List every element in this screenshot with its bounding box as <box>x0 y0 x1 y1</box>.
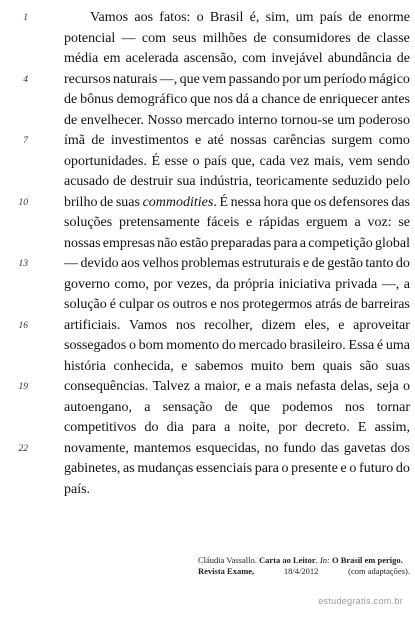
watermark: estudegratis.com.br <box>318 596 403 606</box>
citation-line-1: Cláudia Vassallo. Carta ao Leitor. In: O Brasil em perigo. <box>198 555 403 565</box>
line-text: história conhecida, e sabemos muito bem quais são suas <box>64 358 410 374</box>
line-number: 7 <box>23 136 28 147</box>
line-text: Vamos aos fatos: o Brasil é, sim, um país de enorme <box>90 10 410 26</box>
text-line <box>64 172 410 193</box>
text-line <box>64 480 410 501</box>
text-line <box>23 8 410 29</box>
text-line <box>64 152 410 173</box>
line-number: 16 <box>18 320 28 331</box>
text-line <box>64 295 410 316</box>
line-text: potencial — com seus milhões de consumidores de classe <box>64 30 410 46</box>
line-text: consequências. Talvez a maior, e a mais nefasta delas, seja o <box>64 379 410 395</box>
line-text: competitivos do dia para a noite, por decreto. E assim, <box>64 420 410 436</box>
line-text: de envelhecer. Nosso mercado interno tornou-se um poderoso <box>64 112 410 128</box>
citation-magazine: Revista Exame, <box>198 566 255 576</box>
text-line <box>64 213 410 234</box>
citation-section: Carta ao Leitor <box>259 555 316 565</box>
text-line <box>23 70 410 91</box>
citation-author: Cláudia Vassallo. <box>198 555 257 565</box>
text-line <box>64 90 410 111</box>
line-text: solução é culpar os outros e nos protegermos atrás de barreiras <box>64 297 410 313</box>
line-number: 1 <box>23 13 28 24</box>
text-line <box>23 131 410 152</box>
line-text: artificiais. Vamos nos recolher, dizem eles, e aproveitar <box>64 317 410 333</box>
text-line <box>18 316 410 337</box>
line-text: de bônus demográfico que nos dá a chance de enriquecer antes <box>64 92 410 108</box>
line-text: país. <box>64 481 91 497</box>
line-number: 4 <box>23 74 28 85</box>
text-line <box>18 377 410 398</box>
line-number: 10 <box>18 197 28 208</box>
citation-article: O Brasil em perigo. <box>331 555 403 565</box>
line-text: novamente, mantemos esquecidas, no fundo das gavetas dos <box>64 440 410 456</box>
line-text: gabinetes, as mudanças essenciais para o presente e o futuro do <box>64 461 410 477</box>
line-text: soluções pretensamente fáceis e rápidas erguem a voz: se <box>64 215 410 231</box>
text-line <box>64 336 410 357</box>
citation-in-label: In: <box>319 555 330 565</box>
line-text: oportunidades. É esse o país que, cada vez mais, vem sendo <box>64 153 410 169</box>
line-text: brilho de suas commodities. É nessa hora que os defensores das <box>64 194 410 210</box>
line-number: 13 <box>18 259 28 270</box>
line-text: — devido aos velhos problemas estruturais e de gestão tanto do <box>64 256 410 272</box>
text-line <box>64 49 410 70</box>
citation-line-2 <box>198 566 410 577</box>
text-line <box>64 29 410 50</box>
line-text: nossas empresas não estão preparadas para a competição global <box>64 235 410 251</box>
line-number: 22 <box>18 443 28 454</box>
text-line <box>64 111 410 132</box>
text-line <box>18 439 410 460</box>
line-text: recursos naturais —, que vem passando por um período mágico <box>64 71 410 87</box>
text-line <box>18 254 410 275</box>
text-line <box>64 398 410 419</box>
line-text: ímã de investimentos e até nossas carências surgem como <box>64 133 410 149</box>
line-number: 19 <box>18 382 28 393</box>
line-text: sossegados o bom momento do mercado brasileiro. Essa é uma <box>64 338 410 354</box>
line-text: acusado de destruir sua indústria, teoricamente seduzido pelo <box>64 174 410 190</box>
line-text: média em acelerada ascensão, com invejável abundância de <box>64 51 410 67</box>
line-text: governo como, por vezes, da própria iniciativa privada —, a <box>64 276 410 292</box>
text-line <box>64 275 410 296</box>
text-line <box>64 234 410 255</box>
line-text: autoengano, a sensação de que podemos nos tornar <box>64 399 410 415</box>
article-text <box>18 8 410 500</box>
text-line <box>18 193 410 214</box>
citation-date: 18/4/2012 <box>283 566 319 576</box>
text-line <box>64 418 410 439</box>
citation-note: (com adaptações). <box>348 566 410 576</box>
text-line <box>64 459 410 480</box>
text-line <box>64 357 410 378</box>
citation <box>198 555 410 577</box>
